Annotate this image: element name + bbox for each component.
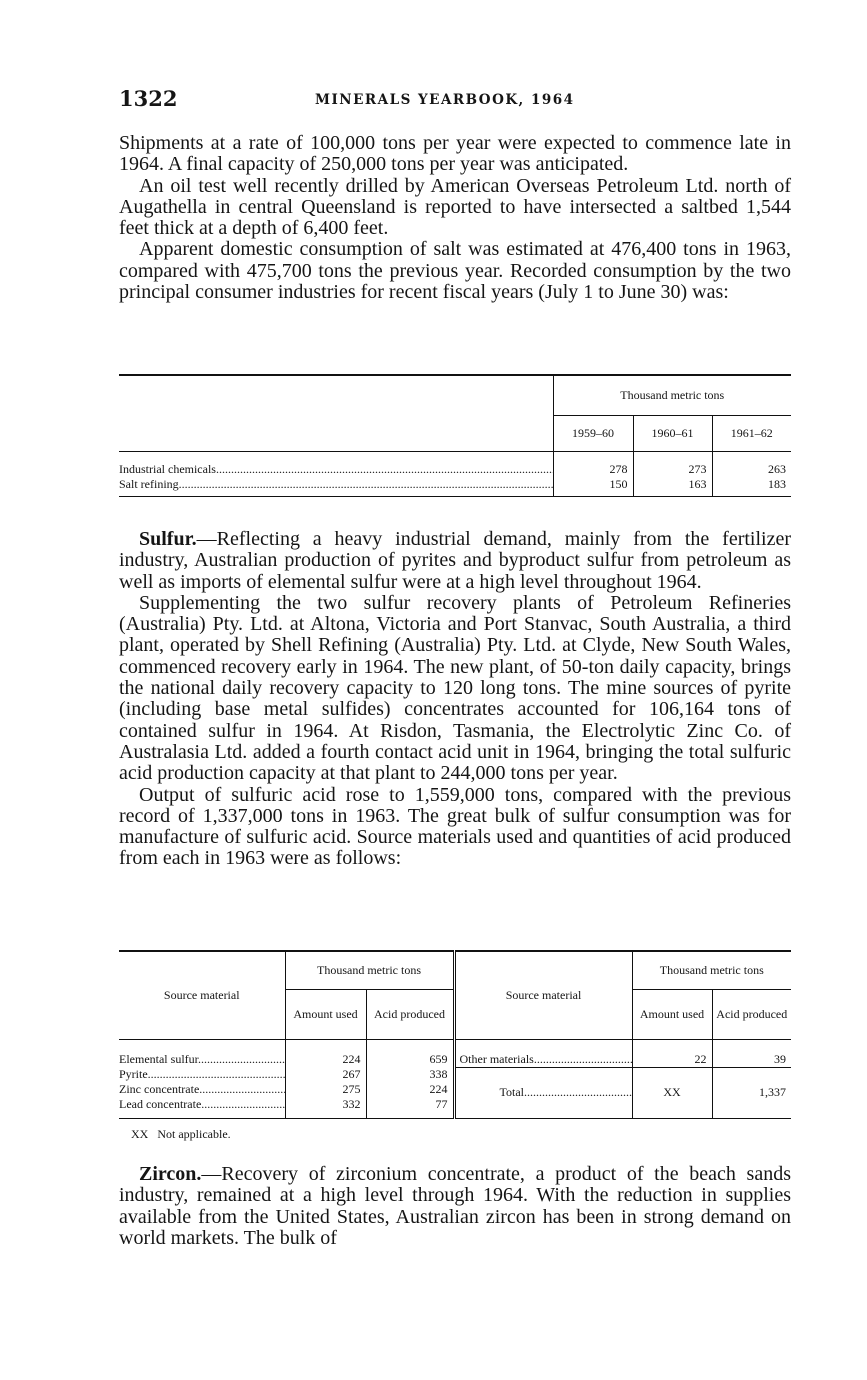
- table-row: [119, 477, 791, 497]
- cell: 39: [712, 1039, 791, 1067]
- paragraph: Output of sulfuric acid rose to 1,559,000 tons, compared with the previous record of 1,337,000 tons in 1963. The great bulk of sulfur consumption was for manufacture of sulfuric acid. Source materials used and quantities of acid produced from each in 1963 were as follows:: [119, 783, 791, 870]
- row-label: Total: [499, 1085, 525, 1100]
- column-header: Source material: [454, 951, 632, 1039]
- column-header: Acid produced: [366, 989, 454, 1039]
- footnote-text: Not applicable.: [157, 1127, 231, 1141]
- row-label: Lead concentrate: [119, 1097, 202, 1111]
- cell: 183: [712, 477, 791, 497]
- group-header: Thousand metric tons: [632, 951, 791, 989]
- zircon-text: [119, 1164, 791, 1249]
- cell: 278: [553, 451, 633, 477]
- column-header: Amount used: [632, 989, 712, 1039]
- sulfur-text: [119, 529, 791, 870]
- running-title: MINERALS YEARBOOK, 1964: [315, 92, 575, 108]
- table-row: [119, 451, 791, 477]
- cell: 263: [712, 451, 791, 477]
- row-label: Industrial chemicals: [119, 461, 216, 476]
- column-header: Source material: [119, 951, 285, 1039]
- paragraph: Shipments at a rate of 100,000 tons per year were expected to commence late in 1964. A final capacity of 250,000 tons per year was anticipated.: [119, 132, 791, 176]
- section-heading: Sulfur.: [139, 528, 197, 550]
- column-header: 1959–60: [553, 415, 633, 451]
- row-label: Zinc concentrate: [119, 1082, 200, 1096]
- cell: 224: [366, 1082, 454, 1097]
- row-label: Salt refining: [119, 476, 179, 491]
- cell: XX: [632, 1067, 712, 1119]
- column-header: 1960–61: [633, 415, 712, 451]
- sulfuric-acid-source-table: [119, 950, 791, 1119]
- group-header: Thousand metric tons: [553, 375, 791, 415]
- page-header: [119, 86, 791, 112]
- salt-consumption-table: [119, 374, 791, 497]
- cell: 224: [285, 1039, 366, 1067]
- column-header: Acid produced: [712, 989, 791, 1039]
- paragraph-text: —Recovery of zirconium concentrate, a product of the beach sands industry, remained at a high level through 1964. With the reduction in supplies available from the United States, Australian zircon has been in strong demand on world markets. The bulk of: [119, 1163, 791, 1249]
- cell: 332: [285, 1097, 366, 1119]
- cell: 22: [632, 1039, 712, 1067]
- table-row: [119, 1067, 791, 1082]
- row-label: Elemental sulfur: [119, 1051, 198, 1066]
- cell: 267: [285, 1067, 366, 1082]
- paragraph: Apparent domestic consumption of salt was estimated at 476,400 tons in 1963, compared with 475,700 tons the previous year. Recorded consumption by the two principal consumer industries for recent fiscal years (July 1 to June 30) was:: [119, 238, 791, 304]
- column-header: Amount used: [285, 989, 366, 1039]
- section-heading: Zircon.: [139, 1163, 202, 1185]
- paragraph: [119, 529, 791, 593]
- row-label: Pyrite: [119, 1067, 148, 1081]
- paragraph-text: —Reflecting a heavy industrial demand, mainly from the fertilizer industry, Australian production of pyrites and byproduct sulfur from petroleum as well as imports of elemental sulfur were at a high level throughout 1964.: [119, 528, 791, 593]
- cell: 163: [633, 477, 712, 497]
- paragraph: [119, 1164, 791, 1249]
- table-footnote: [131, 1127, 231, 1142]
- cell: 77: [366, 1097, 454, 1119]
- page-number: 1322: [119, 86, 178, 111]
- salt-text: [119, 133, 791, 303]
- cell: 273: [633, 451, 712, 477]
- paragraph: An oil test well recently drilled by American Overseas Petroleum Ltd. north of Augathella in central Queensland is reported to have intersected a saltbed 1,544 feet thick at a depth of 6,400 feet.: [119, 174, 791, 240]
- cell: 1,337: [712, 1067, 791, 1119]
- table-row: [119, 1039, 791, 1067]
- cell: 275: [285, 1082, 366, 1097]
- cell: 338: [366, 1067, 454, 1082]
- column-header: 1961–62: [712, 415, 791, 451]
- row-label: Other materials: [459, 1051, 534, 1066]
- paragraph: Supplementing the two sulfur recovery plants of Petroleum Refineries (Australia) Pty. Ltd. at Altona, Victoria and Port Stanvac, South Australia, a third plant, operated by Shell Refining (Australia) Pty. Ltd. at Clyde, New South Wales, commenced recovery early in 1964. The new plant, of 50-ton daily capacity, brings the national daily recovery capacity to 120 long tons. The mine sources of pyrite (including base metal sulfides) concentrates accounted for 106,164 tons of contained sulfur in 1964. At Risdon, Tasmania, the Electrolytic Zinc Co. of Australasia Ltd. added a fourth contact acid unit in 1964, bringing the total sulfuric acid production capacity at that plant to 244,000 tons per year.: [119, 591, 791, 785]
- cell: 150: [553, 477, 633, 497]
- group-header: Thousand metric tons: [285, 951, 454, 989]
- footnote-symbol: XX: [131, 1127, 149, 1141]
- cell: 659: [366, 1039, 454, 1067]
